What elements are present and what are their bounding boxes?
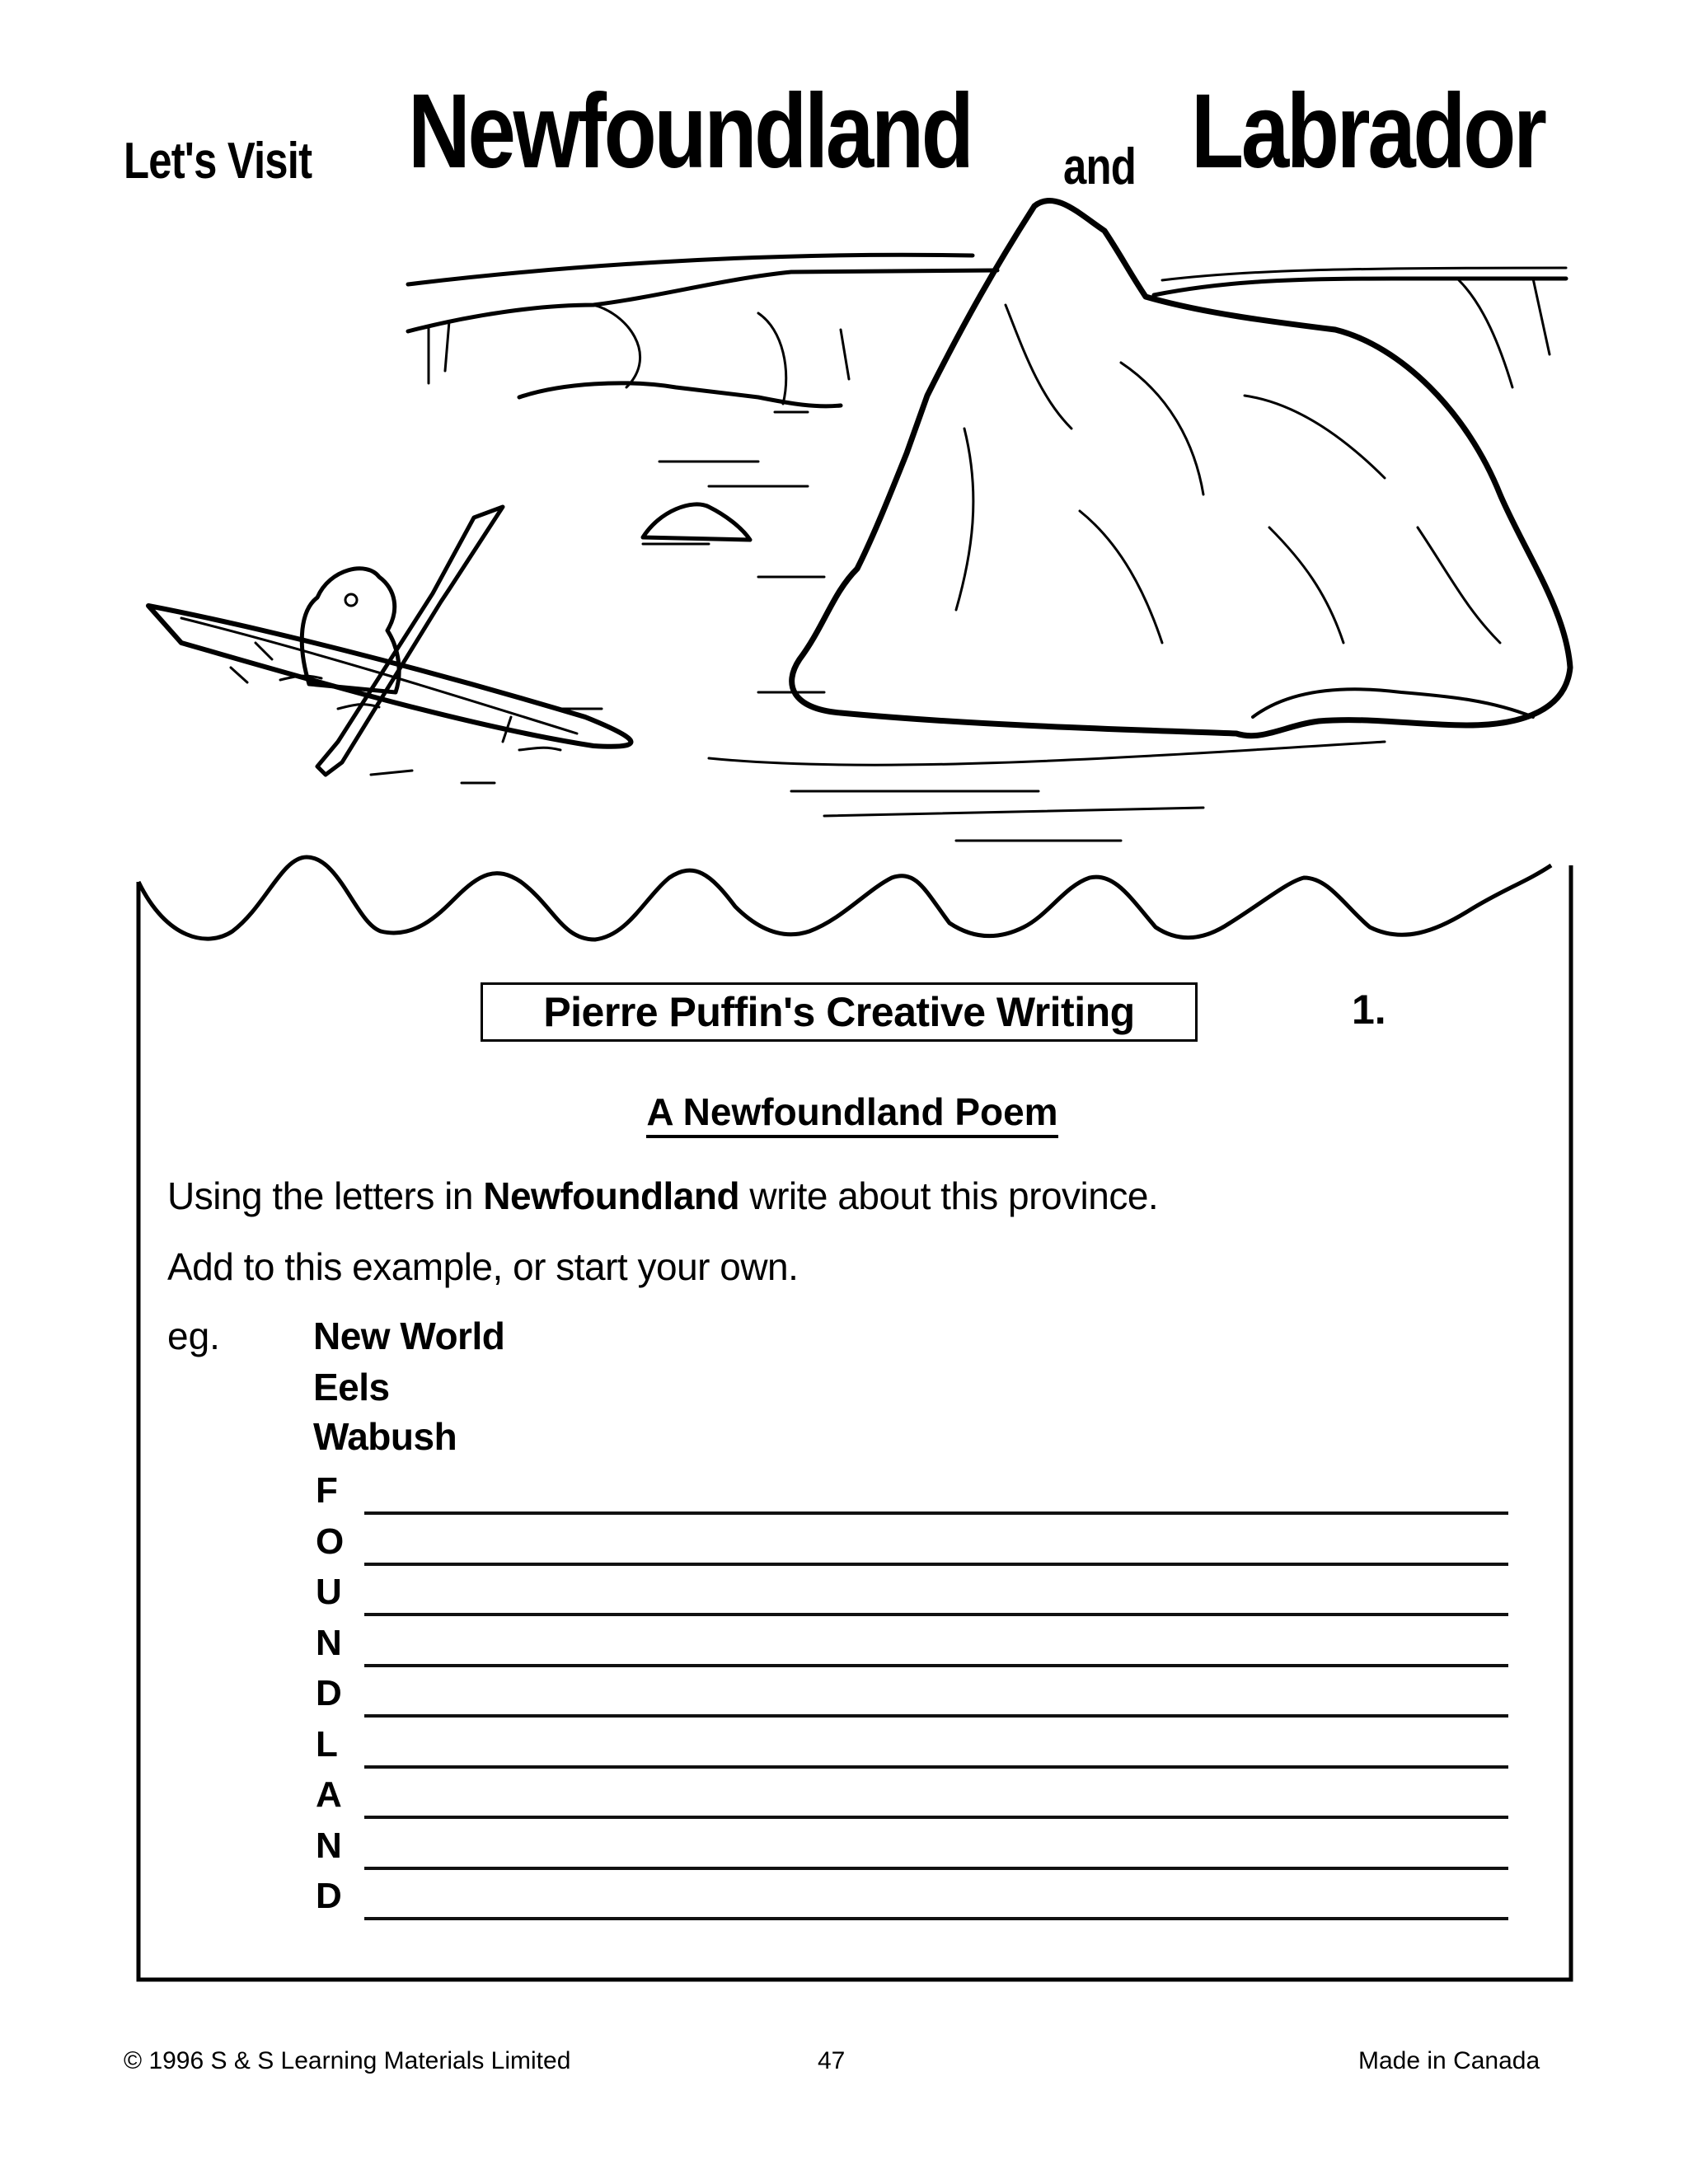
eg-label: eg. (167, 1315, 220, 1357)
acrostic-row (313, 1876, 1508, 1927)
instruction-1-post: write about this province. (739, 1174, 1159, 1217)
acrostic-row (313, 1673, 1508, 1724)
title-end: Labrador (1191, 73, 1545, 190)
acrostic-row (313, 1825, 1508, 1877)
row-letter: D (316, 1876, 342, 1916)
instruction-1 (167, 1174, 1158, 1218)
row-letter: U (316, 1572, 342, 1612)
acrostic-rows (313, 1470, 1508, 1927)
acrostic-row (313, 1724, 1508, 1775)
writing-line[interactable] (364, 1664, 1508, 1667)
instruction-1-pre: Using the letters in (167, 1174, 484, 1217)
writing-line[interactable] (364, 1917, 1508, 1920)
writing-line[interactable] (364, 1765, 1508, 1769)
instruction-2: Add to this example, or start your own. (167, 1245, 799, 1288)
example-word: Eels (313, 1366, 390, 1408)
made-in: Made in Canada (1358, 2047, 1540, 2074)
writing-line[interactable] (364, 1867, 1508, 1870)
writing-line[interactable] (364, 1511, 1508, 1515)
writing-line[interactable] (364, 1714, 1508, 1718)
acrostic-row (313, 1572, 1508, 1623)
activity-title-box: Pierre Puffin's Creative Writing (481, 982, 1198, 1042)
example-word: New World (313, 1315, 505, 1357)
copyright: © 1996 S & S Learning Materials Limited (124, 2047, 571, 2074)
acrostic-row (313, 1623, 1508, 1674)
row-letter: O (316, 1521, 345, 1562)
acrostic-row (313, 1774, 1508, 1825)
poem-title (0, 1090, 1688, 1134)
writing-line[interactable] (364, 1613, 1508, 1616)
title-main: Newfoundland (408, 73, 972, 190)
acrostic-row (313, 1470, 1508, 1521)
row-letter: N (316, 1825, 342, 1866)
writing-line[interactable] (364, 1563, 1508, 1566)
row-letter: L (316, 1723, 338, 1765)
page-number: 47 (818, 2047, 846, 2074)
writing-line[interactable] (364, 1816, 1508, 1819)
poem-title-text: A Newfoundland Poem (646, 1090, 1057, 1138)
row-letter: D (316, 1673, 342, 1713)
activity-number: 1. (1352, 987, 1386, 1033)
row-letter: A (316, 1774, 342, 1815)
title-conj: and (1063, 138, 1136, 195)
instruction-1-bold: Newfoundland (483, 1174, 740, 1217)
kayak-iceberg-illustration (132, 181, 1582, 865)
title-prefix: Let's Visit (124, 133, 312, 190)
row-letter: F (316, 1470, 338, 1511)
example-word: Wabush (313, 1415, 457, 1458)
row-letter: N (316, 1622, 342, 1663)
acrostic-row (313, 1521, 1508, 1572)
